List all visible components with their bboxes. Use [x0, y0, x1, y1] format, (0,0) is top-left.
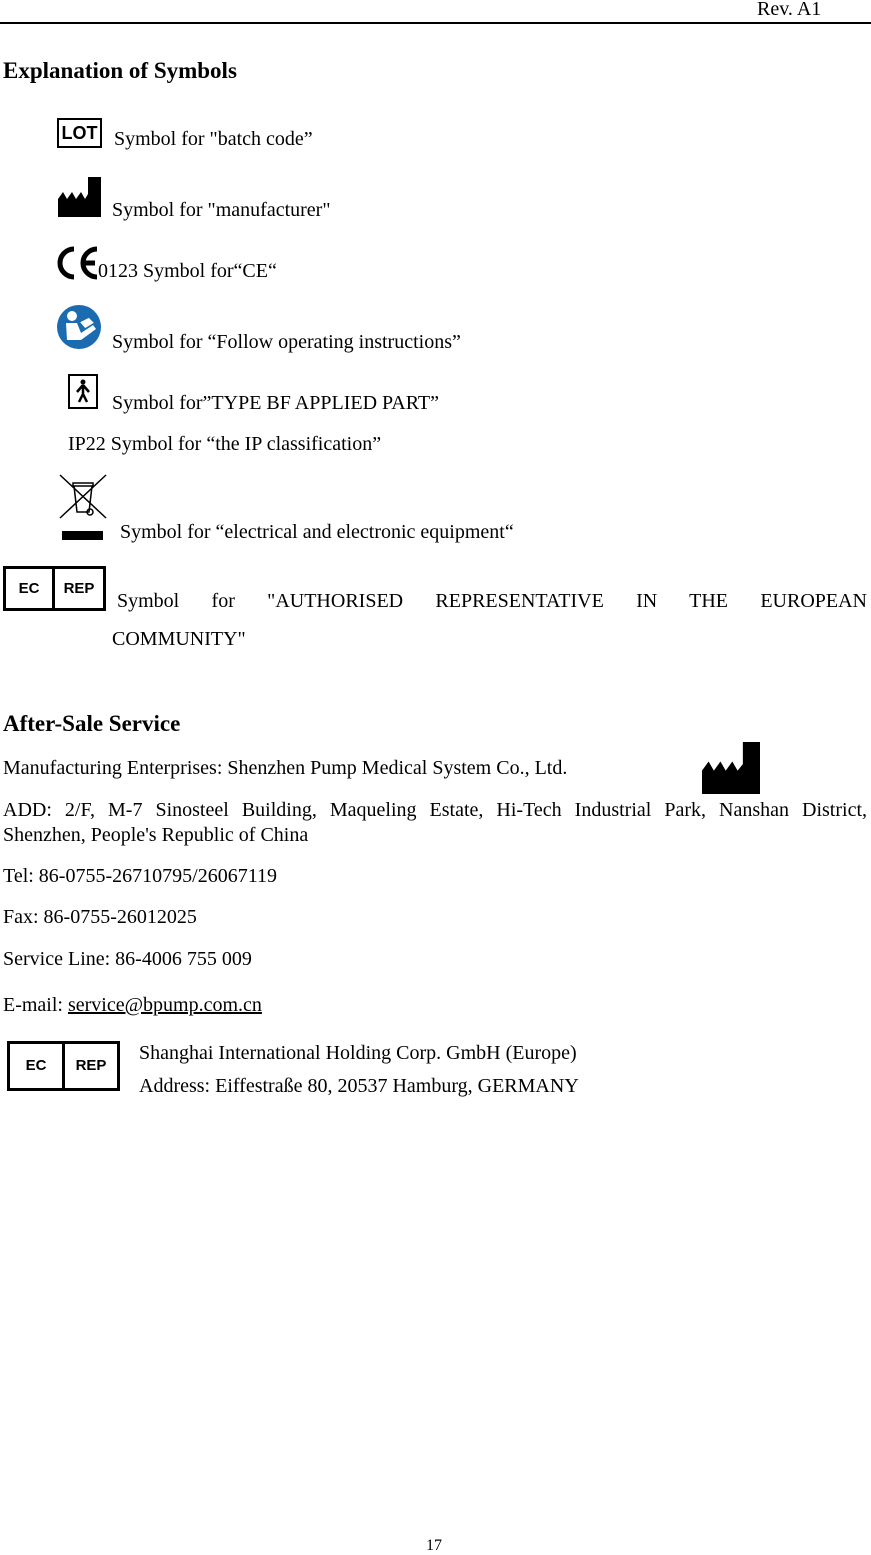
symbol-manufacturer-text: Symbol for "manufacturer": [112, 199, 331, 221]
page-number: 17: [426, 1537, 442, 1554]
ec-rep-company: Shanghai International Holding Corp. GmbH (Europe): [139, 1042, 577, 1064]
manufacturer-name: Manufacturing Enterprises: Shenzhen Pump Medical System Co., Ltd.: [3, 757, 568, 779]
ec-rep-address: Address: Eiffestraße 80, 20537 Hamburg, GERMANY: [139, 1075, 579, 1097]
type-bf-icon: [68, 374, 98, 409]
lot-icon: LOT: [57, 118, 102, 148]
weee-icon: [58, 473, 108, 541]
symbol-instructions-text: Symbol for “Follow operating instructions”: [112, 331, 461, 353]
symbol-type-bf-text: Symbol for”TYPE BF APPLIED PART”: [112, 392, 439, 414]
manufacturer-icon: [702, 742, 760, 794]
ec-rep-icon: EC REP: [7, 1041, 120, 1091]
symbol-ip-text: IP22 Symbol for “the IP classification”: [68, 433, 382, 455]
email-link[interactable]: service@bpump.com.cn: [67, 994, 262, 1016]
address-line2: Shenzhen, People's Republic of China: [3, 824, 309, 846]
symbol-ec-rep-text-line2: COMMUNITY": [112, 628, 246, 650]
manufacturer-icon: [57, 177, 101, 217]
telephone: Tel: 86-0755-26710795/26067119: [3, 865, 277, 887]
ec-rep-icon: EC REP: [3, 566, 106, 611]
follow-instructions-icon: [57, 305, 101, 349]
symbol-weee-text: Symbol for “electrical and electronic equipment“: [120, 521, 514, 543]
address-line1: ADD: 2/F, M-7 Sinosteel Building, Maqueling Estate, Hi-Tech Industrial Park, Nanshan District,: [3, 799, 867, 821]
symbol-batch-code-text: Symbol for "batch code”: [114, 128, 313, 150]
revision-label: Rev. A1: [757, 0, 822, 20]
section-title-symbols: Explanation of Symbols: [3, 58, 237, 83]
email-label: E-mail:: [3, 994, 68, 1016]
symbol-ec-rep-text-line1: Symbol for "AUTHORISED REPRESENTATIVE IN THE EUROPEAN: [117, 590, 867, 612]
ce-mark-icon: [57, 245, 99, 281]
header-divider: [0, 22, 871, 24]
service-line: Service Line: 86-4006 755 009: [3, 948, 252, 970]
email-row: [3, 993, 262, 1017]
section-title-after-sale: After-Sale Service: [3, 711, 181, 736]
symbol-ce-text: 0123 Symbol for“CE“: [98, 260, 277, 282]
fax: Fax: 86-0755-26012025: [3, 906, 197, 928]
